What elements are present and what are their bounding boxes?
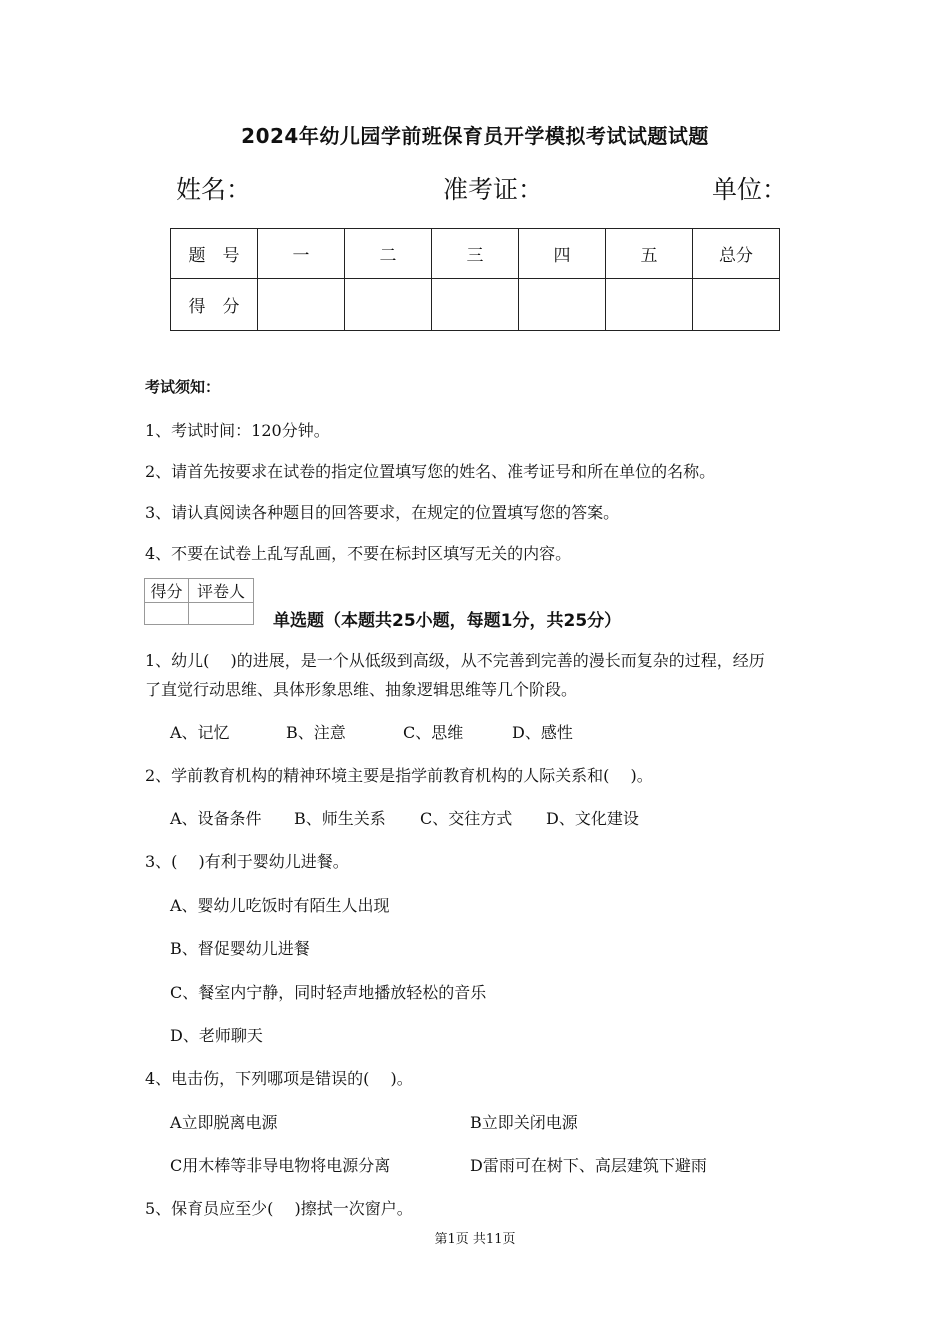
answer-option[interactable]: B、督促婴幼儿进餐 [170, 939, 310, 958]
answer-option[interactable]: B、注意 [286, 723, 346, 742]
page-footer: 第1页 共11页 [434, 1232, 516, 1247]
question-stem: 4、电击伤，下列哪项是错误的( )。 [145, 1069, 413, 1088]
answer-option[interactable]: A、设备条件 [170, 809, 262, 828]
note-item: 2、请首先按要求在试卷的指定位置填写您的姓名、准考证号和所在单位的名称。 [145, 462, 716, 481]
score-table-header-row [171, 229, 780, 279]
grader-reviewer-cell[interactable] [189, 603, 254, 625]
score-table [170, 228, 780, 331]
score-input-cell[interactable] [258, 279, 345, 331]
score-table-score-row [171, 279, 780, 331]
answer-option[interactable]: A、婴幼儿吃饭时有陌生人出现 [170, 896, 390, 915]
score-table-cell: 二 [345, 229, 432, 279]
grader-reviewer-label: 评卷人 [189, 579, 254, 603]
exam-id-label: 准考证： [443, 175, 544, 204]
notes-title: 考试须知： [145, 378, 221, 396]
question-stem: 5、保育员应至少( )擦拭一次窗户。 [145, 1199, 413, 1218]
score-table-cell: 五 [606, 229, 693, 279]
score-table-cell: 一 [258, 229, 345, 279]
answer-option[interactable]: D雷雨可在树下、高层建筑下避雨 [470, 1156, 707, 1175]
answer-option[interactable]: C、餐室内宁静，同时轻声地播放轻松的音乐 [170, 983, 487, 1002]
unit-label: 单位： [712, 175, 788, 204]
question-stem: 2、学前教育机构的精神环境主要是指学前教育机构的人际关系和( )。 [145, 766, 653, 785]
answer-option[interactable]: C、思维 [403, 723, 464, 742]
page-title: 2024年幼儿园学前班保育员开学模拟考试试题试题 [241, 124, 709, 148]
name-label: 姓名： [176, 175, 252, 204]
score-table-cell: 四 [519, 229, 606, 279]
question-stem-continued: 了直觉行动思维、具体形象思维、抽象逻辑思维等几个阶段。 [145, 680, 578, 699]
answer-option[interactable]: B、师生关系 [294, 809, 386, 828]
note-item: 4、不要在试卷上乱写乱画，不要在标封区填写无关的内容。 [145, 544, 572, 563]
score-input-cell[interactable] [606, 279, 693, 331]
note-item: 3、请认真阅读各种题目的回答要求，在规定的位置填写您的答案。 [145, 503, 620, 522]
score-table-cell: 总分 [693, 229, 780, 279]
grader-score-cell[interactable] [145, 603, 189, 625]
answer-option[interactable]: C用木棒等非导电物将电源分离 [170, 1156, 391, 1175]
answer-option[interactable]: A立即脱离电源 [170, 1113, 278, 1132]
note-item: 1、考试时间：120分钟。 [145, 421, 330, 440]
question-stem: 3、( )有利于婴幼儿进餐。 [145, 852, 349, 871]
grader-score-label: 得分 [145, 579, 189, 603]
score-input-cell[interactable] [345, 279, 432, 331]
score-table-cell: 题 号 [171, 229, 258, 279]
answer-option[interactable]: D、老师聊天 [170, 1026, 263, 1045]
score-input-cell[interactable] [432, 279, 519, 331]
answer-option[interactable]: D、感性 [512, 723, 573, 742]
question-stem: 1、幼儿( )的进展，是一个从低级到高级，从不完善到完善的漫长而复杂的过程，经历 [145, 651, 765, 670]
answer-option[interactable]: A、记忆 [170, 723, 230, 742]
answer-option[interactable]: C、交往方式 [420, 809, 513, 828]
score-table-cell: 三 [432, 229, 519, 279]
section-title: 单选题（本题共25小题，每题1分，共25分） [273, 611, 622, 631]
score-input-cell[interactable] [519, 279, 606, 331]
answer-option[interactable]: D、文化建设 [546, 809, 639, 828]
answer-option[interactable]: B立即关闭电源 [470, 1113, 578, 1132]
score-input-cell[interactable] [693, 279, 780, 331]
grader-table [144, 578, 254, 625]
score-table-cell: 得 分 [171, 279, 258, 331]
